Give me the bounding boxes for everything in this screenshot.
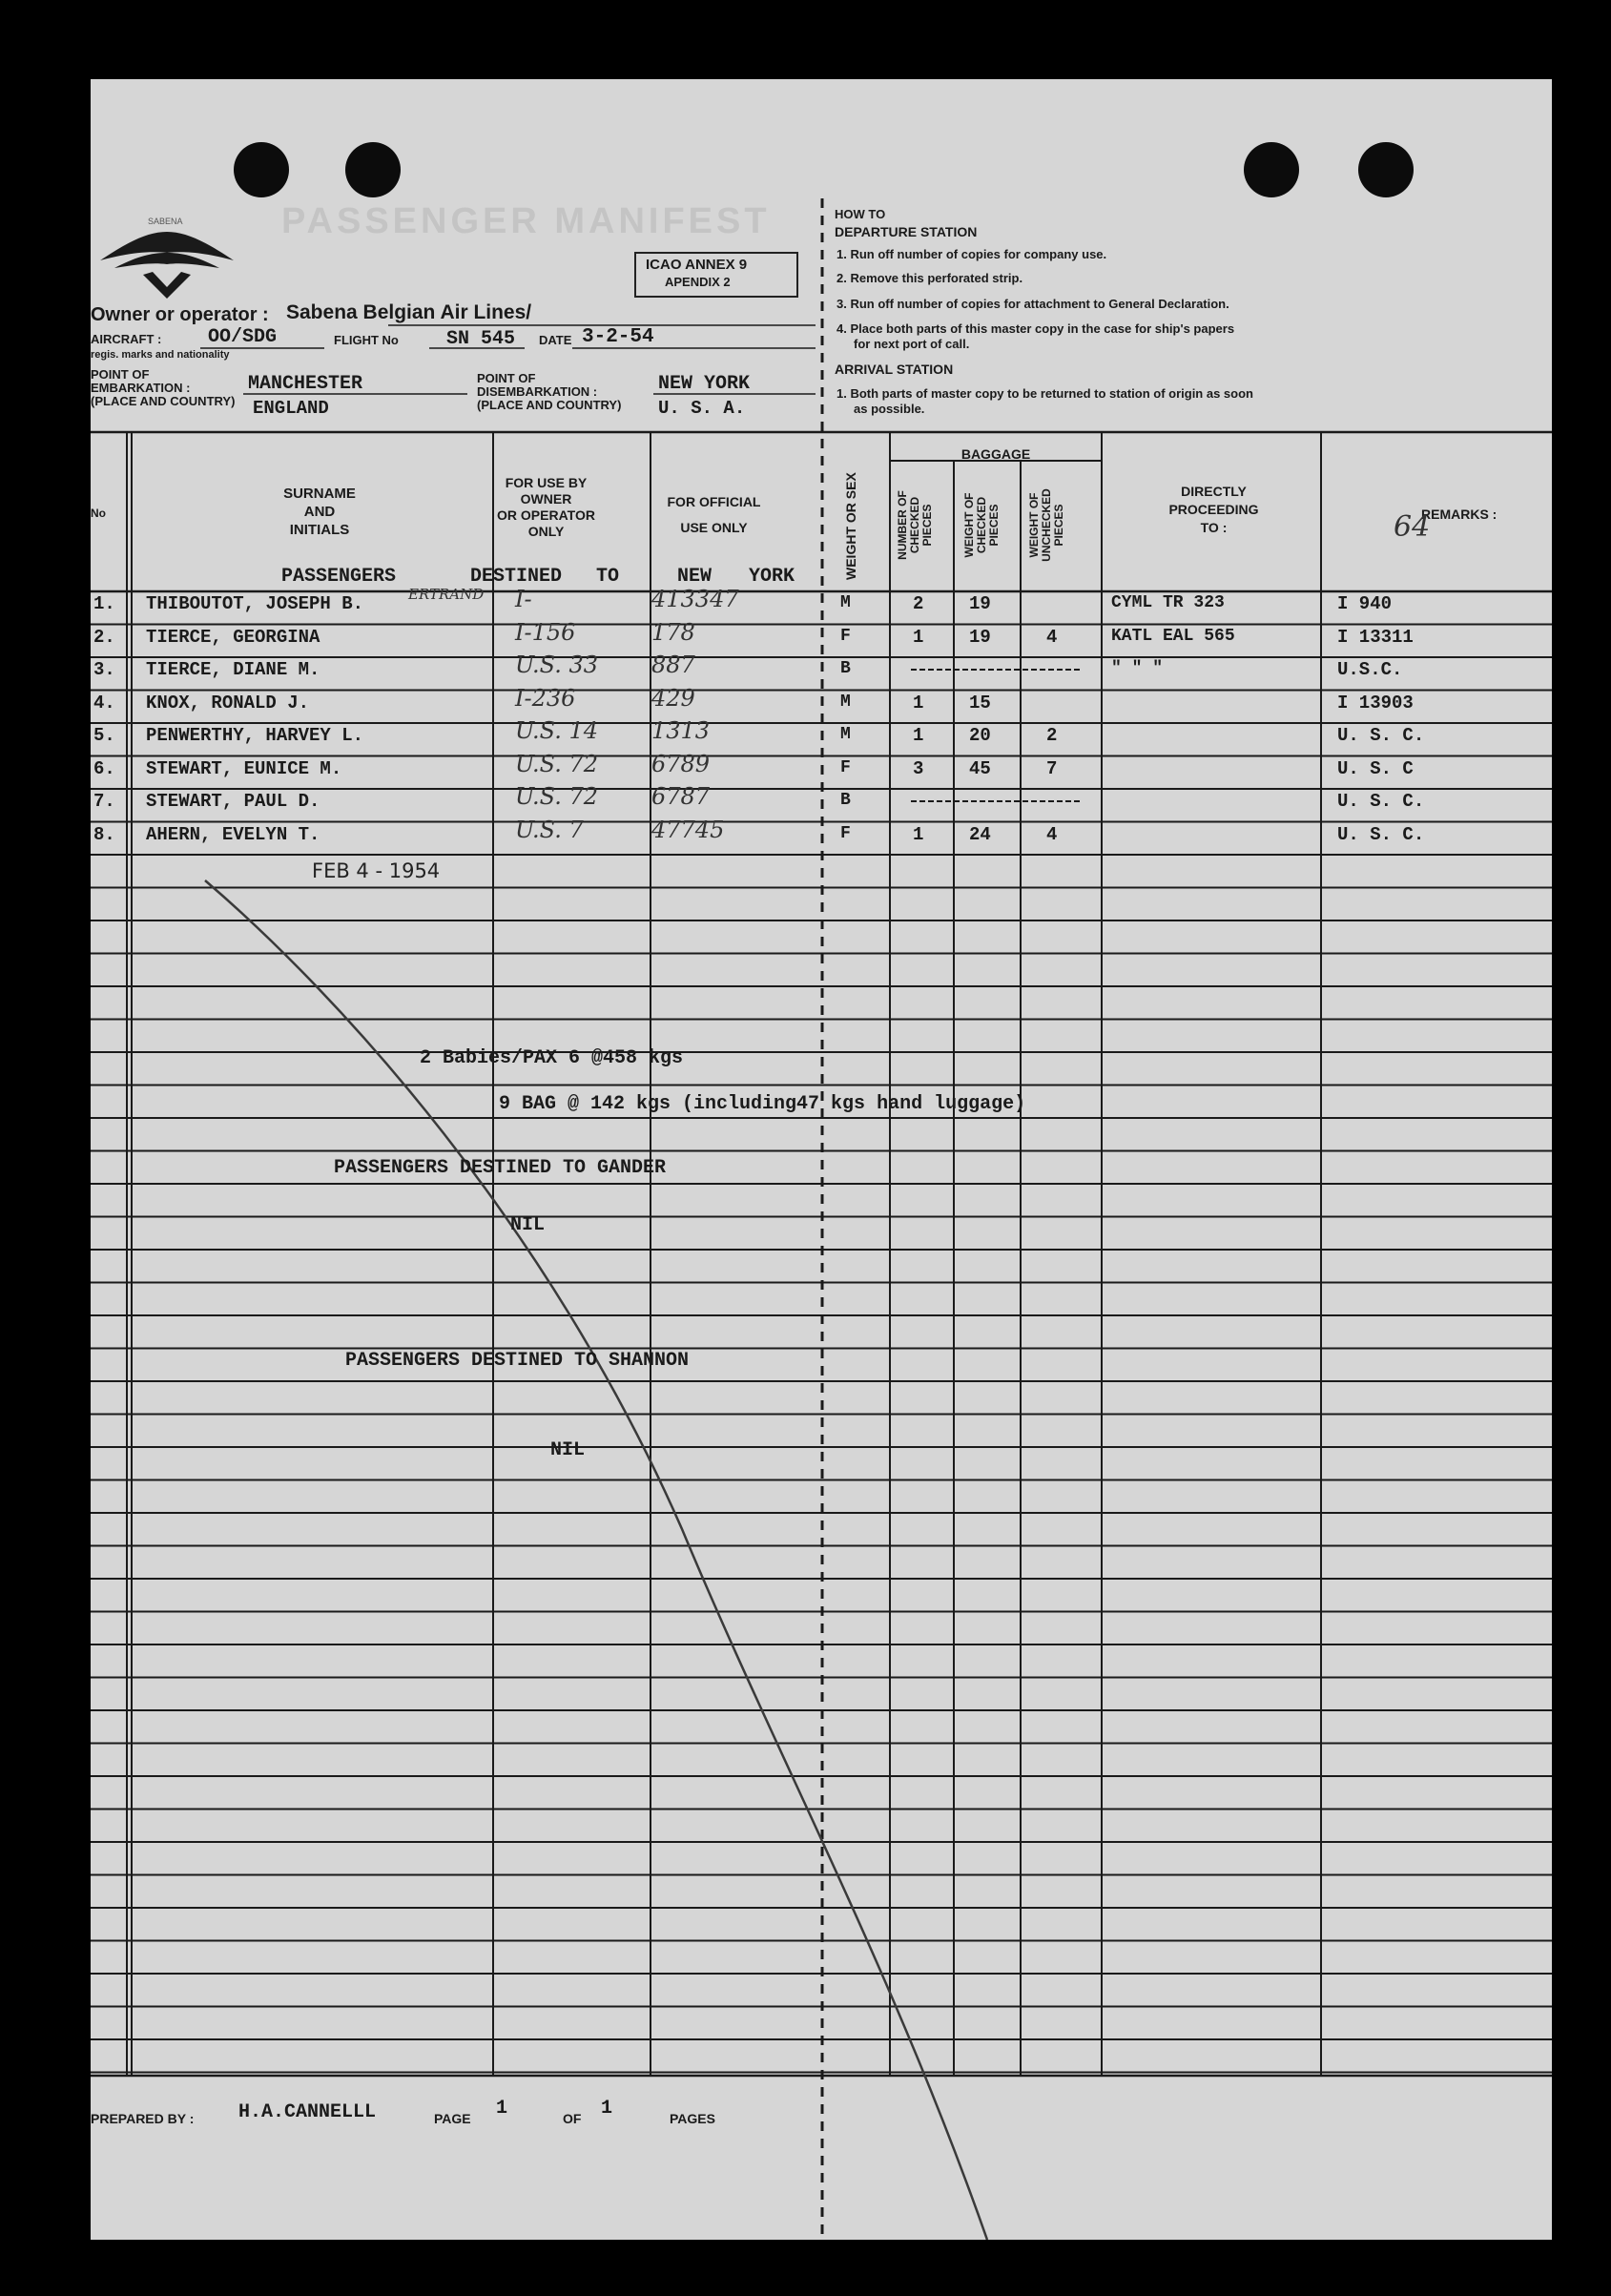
- passenger-pieces: 1: [913, 692, 924, 714]
- page-label: PAGE: [434, 2111, 471, 2126]
- disembark-place: NEW YORK: [658, 373, 751, 395]
- passenger-hand-owner: U.S. 72: [515, 783, 599, 810]
- disembark-country: U. S. A.: [658, 398, 746, 419]
- passenger-sex: F: [840, 823, 851, 843]
- form-title: PASSENGER MANIFEST: [281, 201, 771, 241]
- passenger-name: STEWART, EUNICE M.: [146, 757, 342, 779]
- passenger-sex: M: [840, 692, 851, 712]
- embark-label-1: POINT OF: [91, 367, 150, 382]
- date-label: DATE: [539, 333, 572, 347]
- page-value: 1: [496, 2098, 508, 2120]
- passenger-name: STEWART, PAUL D.: [146, 791, 320, 812]
- section-ny-label-c: TO: [596, 566, 620, 588]
- passenger-remarks: I 13903: [1337, 692, 1414, 714]
- passenger-weight: 20: [969, 725, 991, 746]
- col-header-unchecked-weight: WEIGHT OF UNCHECKED PIECES: [1027, 488, 1065, 562]
- prepared-by-value: H.A.CANNELLL: [238, 2101, 377, 2123]
- aircraft-label: AIRCRAFT :: [91, 332, 162, 346]
- section-shannon-nil: NIL: [550, 1439, 586, 1461]
- instruction-d4a: 4. Place both parts of this master copy in the case for ship's papers: [836, 321, 1235, 336]
- passenger-hand-official: 6787: [651, 783, 711, 810]
- passenger-hand-owner: U.S. 14: [515, 717, 599, 744]
- embark-country: ENGLAND: [253, 398, 329, 419]
- passenger-name: PENWERTHY, HARVEY L.: [146, 725, 364, 746]
- passenger-hand-owner: I-: [515, 586, 532, 612]
- col-header-checked-pieces: NUMBER OF CHECKED PIECES: [896, 490, 934, 560]
- aircraft-sublabel: regis. marks and nationality: [91, 349, 230, 361]
- passenger-proceed: KATL EAL 565: [1111, 626, 1235, 646]
- passenger-no: 8.: [93, 823, 115, 845]
- section-ny-label-e: YORK: [749, 566, 795, 588]
- owner-label: Owner or operator :: [91, 304, 269, 325]
- passenger-unchecked: 4: [1046, 626, 1058, 648]
- passenger-unchecked: 7: [1046, 757, 1058, 779]
- icao-line-2: APENDIX 2: [665, 275, 731, 289]
- passenger-no: 7.: [93, 791, 115, 812]
- passenger-no: 6.: [93, 757, 115, 779]
- col-header-owner-use: FOR USE BY OWNER OR OPERATOR ONLY: [497, 475, 595, 539]
- instruction-d3: 3. Run off number of copies for attachment to General Declaration.: [836, 297, 1229, 311]
- passenger-weight: 45: [969, 757, 991, 779]
- passenger-sex: M: [840, 593, 851, 612]
- instruction-a1b: as possible.: [854, 402, 925, 416]
- passenger-sex: F: [840, 757, 851, 777]
- passenger-no: 3.: [93, 659, 115, 680]
- passenger-hand-official: 887: [651, 652, 695, 678]
- flight-value: SN 545: [446, 328, 516, 350]
- passenger-no: 4.: [93, 692, 115, 714]
- summary-line-2: 9 BAG @ 142 kgs (including47 kgs hand luggage): [499, 1093, 1026, 1115]
- passenger-hand-official: 1313: [651, 717, 711, 744]
- section-shannon-label: PASSENGERS DESTINED TO SHANNON: [345, 1350, 690, 1372]
- passenger-sex: M: [840, 725, 851, 744]
- disembark-label-1: POINT OF: [477, 371, 536, 385]
- col-header-no: No: [91, 507, 106, 520]
- passenger-no: 5.: [93, 725, 115, 746]
- instruction-a1a: 1. Both parts of master copy to be returned to station of origin as soon: [836, 386, 1253, 401]
- embark-place: MANCHESTER: [248, 373, 363, 395]
- passenger-hand-official: 178: [651, 618, 695, 646]
- passenger-remarks: I 940: [1337, 593, 1393, 614]
- icao-line-1: ICAO ANNEX 9: [646, 257, 748, 273]
- passenger-sex: B: [840, 791, 851, 810]
- departure-station-label: DEPARTURE STATION: [835, 224, 978, 239]
- passenger-sex: B: [840, 659, 851, 678]
- aircraft-value: OO/SDG: [208, 326, 278, 348]
- owner-value: Sabena Belgian Air Lines/: [286, 301, 532, 323]
- passenger-hand-owner: U.S. 33: [515, 652, 599, 678]
- passenger-hand-owner: U.S. 72: [515, 750, 599, 777]
- passenger-remarks: U. S. C.: [1337, 823, 1425, 845]
- passenger-sex: F: [840, 626, 851, 646]
- col-header-baggage: BAGGAGE: [960, 446, 1031, 462]
- passenger-pieces: 1: [913, 823, 924, 845]
- of-value: 1: [601, 2098, 613, 2120]
- passenger-hand-name: ERTRAND: [408, 586, 485, 603]
- page-number-handwritten: 64: [1394, 510, 1431, 544]
- passenger-weight: 19: [969, 593, 991, 614]
- manifest-sheet: [91, 79, 1552, 2240]
- col-header-surname: SURNAME AND INITIALS: [283, 486, 356, 538]
- passenger-weight: 24: [969, 823, 991, 845]
- passenger-hand-owner: I-156: [515, 618, 576, 646]
- col-header-remarks: REMARKS :: [1421, 507, 1497, 522]
- passenger-no: 1.: [93, 593, 115, 614]
- of-label: OF: [563, 2111, 582, 2126]
- passenger-weight: 15: [969, 692, 991, 714]
- passenger-remarks: U. S. C: [1337, 757, 1414, 779]
- passenger-unchecked: 4: [1046, 823, 1058, 845]
- passenger-name: AHERN, EVELYN T.: [146, 823, 320, 845]
- section-ny-label-d: NEW: [677, 566, 713, 588]
- col-header-checked-weight: WEIGHT OF CHECKED PIECES: [962, 492, 1001, 558]
- passenger-hand-official: 429: [651, 684, 695, 712]
- sabena-logo: [91, 203, 243, 308]
- flight-label: FLIGHT No: [334, 333, 399, 347]
- passenger-hand-official: 6789: [651, 750, 711, 777]
- passenger-hand-official: 47745: [651, 816, 725, 843]
- section-ny-label-b: DESTINED: [470, 566, 563, 588]
- embark-label-3: (PLACE AND COUNTRY): [91, 394, 236, 408]
- passenger-proceed: CYML TR 323: [1111, 593, 1225, 612]
- passenger-remarks: U.S.C.: [1337, 659, 1403, 680]
- instruction-d2: 2. Remove this perforated strip.: [836, 271, 1023, 285]
- col-header-weight-sex: WEIGHT OR SEX: [843, 472, 858, 580]
- passenger-hand-owner: U.S. 7: [515, 816, 584, 843]
- passenger-weight: 19: [969, 626, 991, 648]
- passenger-name: THIBOUTOT, JOSEPH B.: [146, 593, 364, 614]
- svg-text:SABENA: SABENA: [148, 217, 183, 226]
- disembark-label-3: (PLACE AND COUNTRY): [477, 398, 622, 412]
- passenger-pieces: 3: [913, 757, 924, 779]
- passenger-unchecked: 2: [1046, 725, 1058, 746]
- received-date-stamp: FEB 4 - 1954: [312, 859, 441, 882]
- embark-label-2: EMBARKATION :: [91, 381, 191, 395]
- passenger-pieces: 1: [913, 725, 924, 746]
- instructions-title: HOW TO: [835, 207, 886, 221]
- section-gander-nil: NIL: [510, 1214, 546, 1236]
- instruction-d4b: for next port of call.: [854, 337, 970, 351]
- passenger-remarks: U. S. C.: [1337, 791, 1425, 812]
- passenger-proceed: " " ": [1111, 659, 1164, 678]
- pages-label: PAGES: [670, 2111, 715, 2126]
- passenger-remarks: U. S. C.: [1337, 725, 1425, 746]
- passenger-hand-owner: I-236: [515, 684, 576, 712]
- col-header-proceeding: DIRECTLY PROCEEDING TO :: [1168, 484, 1259, 535]
- col-header-official-use: FOR OFFICIAL USE ONLY: [667, 494, 761, 535]
- instruction-d1: 1. Run off number of copies for company use.: [836, 247, 1107, 261]
- arrival-station-label: ARRIVAL STATION: [835, 362, 954, 377]
- passenger-name: TIERCE, GEORGINA: [146, 626, 320, 648]
- summary-line-1: 2 Babies/PAX 6 @458 kgs: [420, 1047, 684, 1069]
- passenger-pieces: 1: [913, 626, 924, 648]
- passenger-remarks: I 13311: [1337, 626, 1414, 648]
- passenger-name: KNOX, RONALD J.: [146, 692, 310, 714]
- passenger-name: TIERCE, DIANE M.: [146, 659, 320, 680]
- section-gander-label: PASSENGERS DESTINED TO GANDER: [334, 1157, 667, 1179]
- passenger-pieces: 2: [913, 593, 924, 614]
- date-value: 3-2-54: [582, 326, 654, 348]
- passenger-hand-official: 413347: [651, 586, 739, 612]
- prepared-by-label: PREPARED BY :: [91, 2111, 195, 2126]
- section-ny-label-a: PASSENGERS: [281, 566, 397, 588]
- disembark-label-2: DISEMBARKATION :: [477, 384, 598, 399]
- passenger-no: 2.: [93, 626, 115, 648]
